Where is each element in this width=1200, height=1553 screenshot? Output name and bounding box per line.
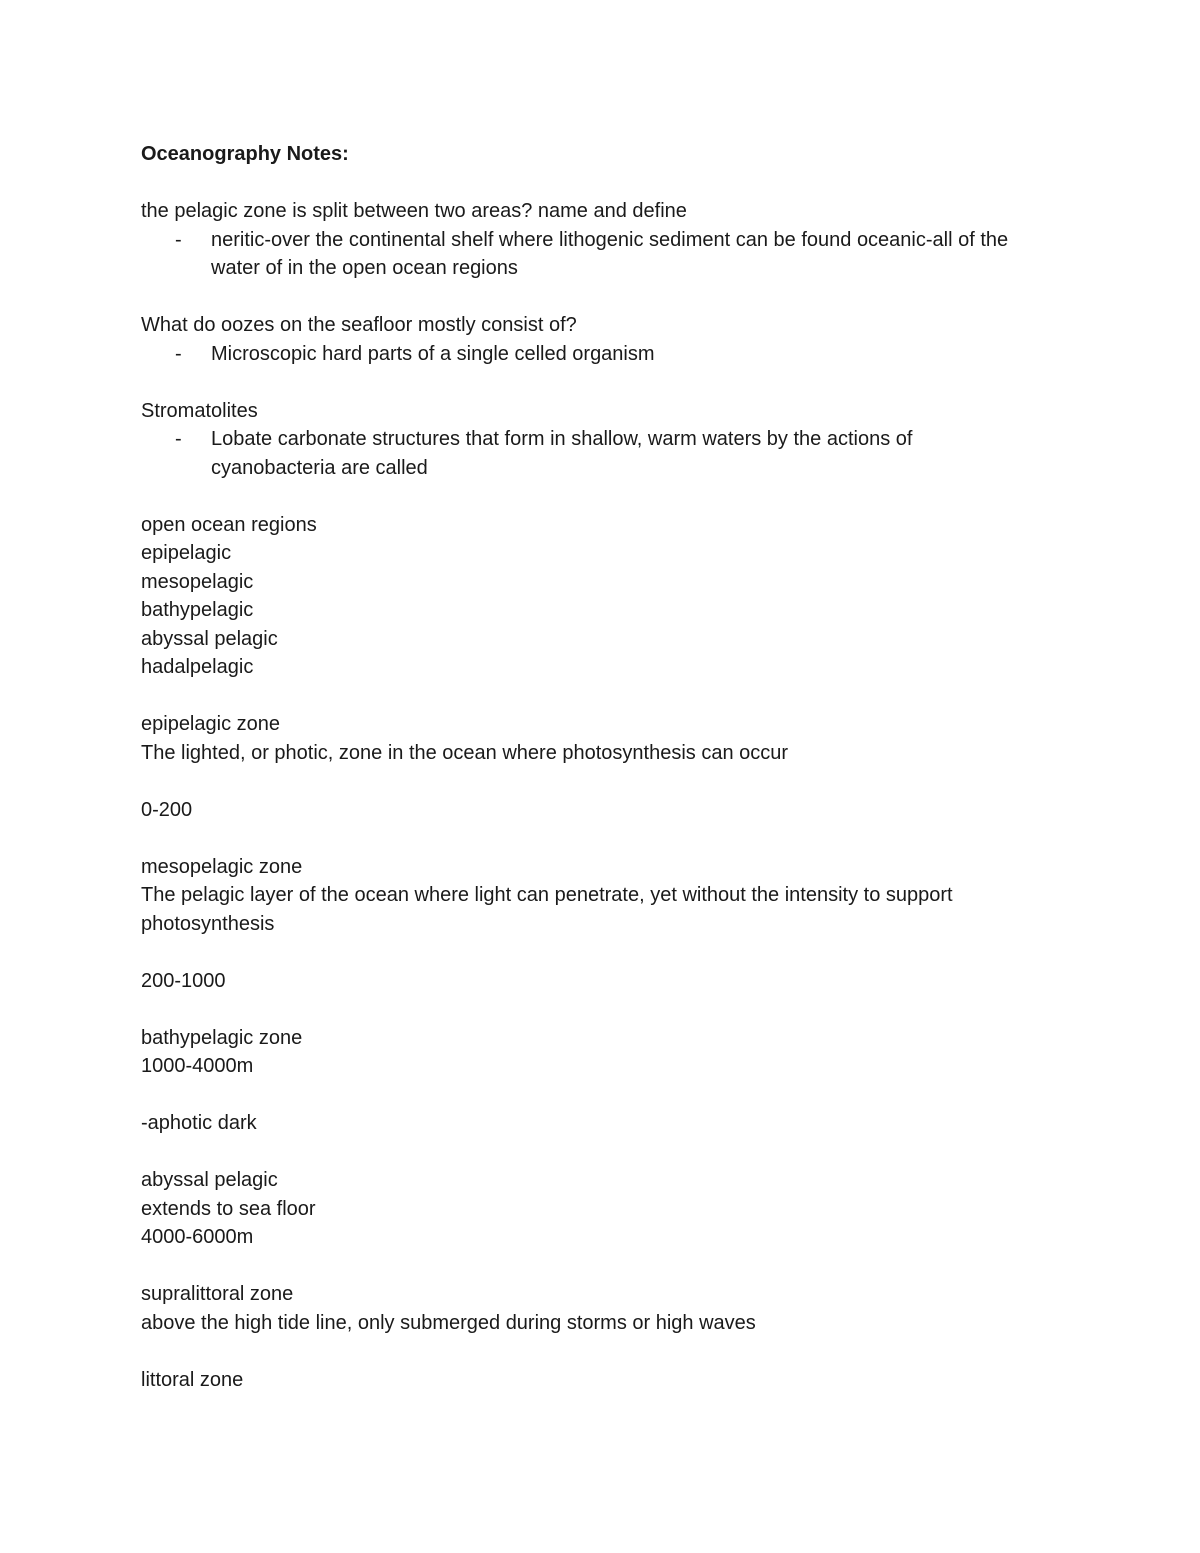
- answer-text: Microscopic hard parts of a single celled organism: [211, 342, 655, 365]
- bathypelagic-depth: 1000-4000m: [141, 1055, 254, 1077]
- spacer: [141, 938, 1061, 967]
- bullet-dash: -: [175, 428, 182, 450]
- spacer: [141, 368, 1061, 397]
- spacer: [141, 169, 1061, 198]
- region-item: mesopelagic: [141, 570, 254, 593]
- answer-text: Lobate carbonate structures that form in shallow, warm waters by the actions of cyanobacteria are called: [211, 428, 913, 479]
- spacer: [141, 283, 1061, 312]
- supralittoral-heading: supralittoral zone: [141, 1283, 294, 1305]
- mesopelagic-definition: The pelagic layer of the ocean where light can penetrate, yet without the intensity to support photosynthesis: [141, 884, 959, 935]
- bullet-dash: -: [175, 228, 182, 251]
- bathypelagic-note: -aphotic dark: [141, 1112, 257, 1134]
- spacer: [141, 767, 1061, 796]
- answer-text: neritic-over the continental shelf where lithogenic sediment can be found oceanic-all of the water of in the open ocean regions: [211, 228, 1009, 279]
- littoral-heading: littoral zone: [141, 1368, 244, 1391]
- supralittoral-definition: above the high tide line, only submerged during storms or high waves: [141, 1311, 756, 1334]
- spacer: [141, 1138, 1061, 1167]
- epipelagic-depth: 0-200: [141, 798, 193, 821]
- bathypelagic-heading: bathypelagic zone: [141, 1026, 303, 1049]
- document-page: [141, 140, 1061, 1394]
- abyssal-note: extends to sea floor: [141, 1197, 316, 1220]
- answer-oozes: [141, 340, 1061, 369]
- region-item: bathypelagic: [141, 599, 254, 621]
- mesopelagic-heading: mesopelagic zone: [141, 855, 303, 878]
- mesopelagic-depth: 200-1000: [141, 969, 226, 992]
- epipelagic-definition: The lighted, or photic, zone in the ocean where photosynthesis can occur: [141, 741, 789, 764]
- spacer: [141, 824, 1061, 853]
- region-item: epipelagic: [141, 542, 232, 564]
- question-pelagic-zone: the pelagic zone is split between two areas? name and define: [141, 200, 687, 222]
- answer-stromatolites: [141, 425, 1061, 482]
- page-title: Oceanography Notes:: [141, 143, 349, 165]
- epipelagic-heading: epipelagic zone: [141, 713, 280, 735]
- regions-heading: open ocean regions: [141, 513, 317, 536]
- region-item: abyssal pelagic: [141, 627, 278, 650]
- region-item: hadalpelagic: [141, 656, 254, 678]
- spacer: [141, 995, 1061, 1024]
- answer-pelagic-zone: [141, 226, 1061, 283]
- spacer: [141, 1081, 1061, 1110]
- question-oozes: What do oozes on the seafloor mostly consist of?: [141, 314, 577, 336]
- spacer: [141, 1337, 1061, 1366]
- spacer: [141, 682, 1061, 711]
- bullet-dash: -: [175, 342, 182, 365]
- spacer: [141, 482, 1061, 511]
- spacer: [141, 1252, 1061, 1281]
- abyssal-depth: 4000-6000m: [141, 1226, 254, 1248]
- abyssal-heading: abyssal pelagic: [141, 1169, 278, 1191]
- question-stromatolites: Stromatolites: [141, 399, 258, 422]
